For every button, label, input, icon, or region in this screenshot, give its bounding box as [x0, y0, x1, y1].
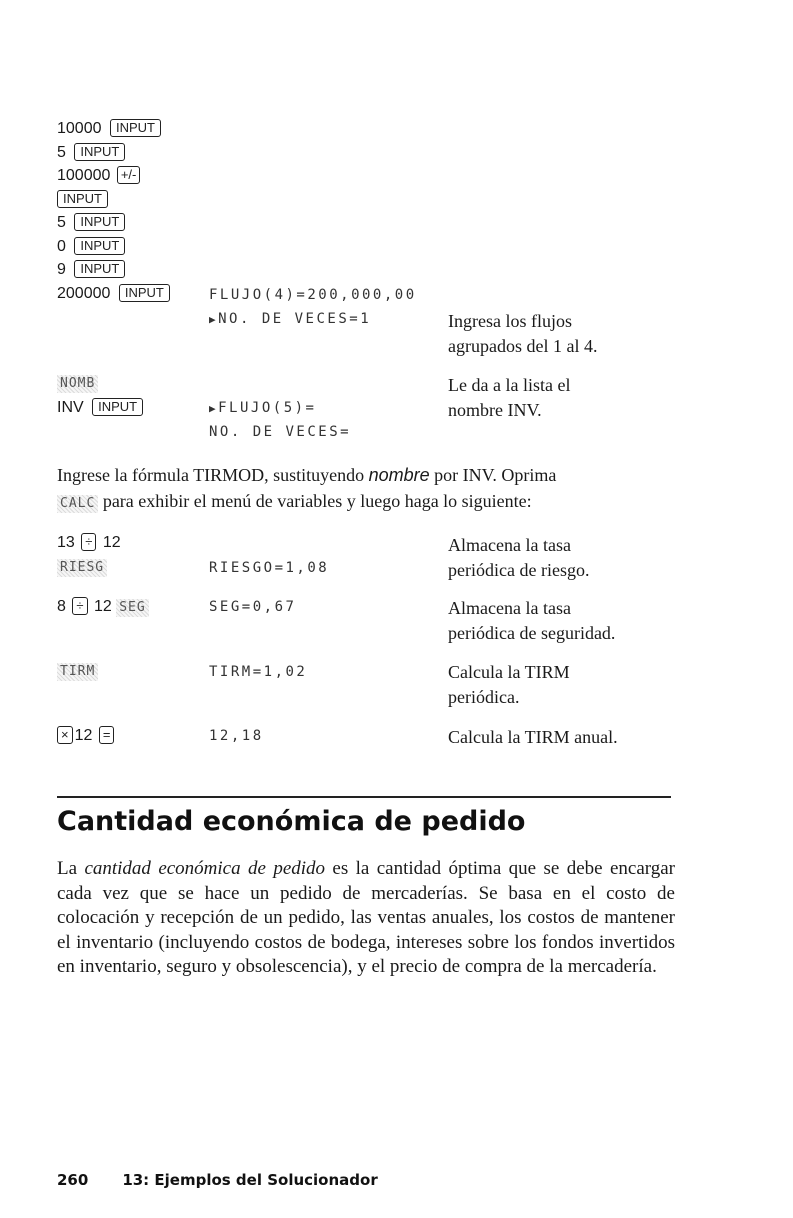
instruction-text: para exhibir el menú de variables y luego haga lo siguiente: [98, 491, 532, 511]
entry-value: 9 [57, 261, 66, 278]
note-line: periódica de riesgo. [448, 560, 590, 580]
tirm-softkey: TIRM [57, 663, 98, 681]
nomb-softkey: NOMB [57, 375, 98, 393]
divide-key: ÷ [81, 533, 96, 551]
keystroke-line [57, 282, 170, 306]
equals-key: = [99, 726, 115, 744]
display-line: RIESGO=1,08 [209, 560, 330, 576]
nomb-softkey-row [57, 374, 98, 393]
note-line: Almacena la tasa [448, 535, 571, 555]
entry-value: 10000 [57, 120, 102, 137]
input-key: INPUT [74, 260, 125, 278]
input-key: INPUT [74, 213, 125, 231]
keystroke-line [57, 597, 149, 617]
display-line: SEG=0,67 [209, 599, 297, 615]
keystroke-line [57, 533, 121, 552]
paragraph-term: cantidad económica de pedido [84, 858, 326, 879]
instruction-emphasis: nombre [368, 465, 430, 485]
page-number: 260 [57, 1171, 89, 1189]
display-line: TIRM=1,02 [209, 664, 308, 680]
entry-value: 100000 [57, 167, 111, 184]
keystroke-line [57, 398, 143, 417]
display-line [209, 311, 371, 327]
keystroke-line [57, 188, 170, 212]
display-text: FLUJO(5)= [218, 400, 317, 416]
note-line: nombre INV. [448, 400, 542, 420]
entry-value: 5 [57, 214, 66, 231]
calc-softkey: CALC [57, 495, 98, 513]
keystroke-line [57, 164, 170, 188]
cursor-arrow-icon: ▶ [209, 402, 219, 415]
input-key: INPUT [57, 190, 108, 208]
display-line: NO. DE VECES= [209, 424, 352, 440]
entry-value: 12 [93, 598, 112, 615]
riesg-softkey: RIESG [57, 559, 107, 577]
entry-value: 200000 [57, 284, 111, 302]
cursor-arrow-icon: ▶ [209, 313, 219, 326]
paragraph-text: es la cantidad óptima que se debe encargar cada vez que se hace un pedido de mercaderías. Se basa en el costo de colocación y recepción de un pedido, las ventas anuales, los costos de mantener el inventario (incluyendo costos de bodega, intereses sobre los fondos invertidos en inventario, seguro y obsolescencia), y el precio de compra de la mercadería. [57, 858, 675, 977]
input-key: INPUT [74, 143, 125, 161]
section-paragraph [57, 857, 675, 980]
entry-value: 13 [57, 534, 75, 551]
instruction-line [57, 463, 677, 488]
change-sign-key: +/- [117, 166, 141, 184]
note-line: agrupados del 1 al 4. [448, 336, 598, 356]
entry-value: 12 [74, 727, 93, 744]
instruction-line [57, 489, 677, 514]
input-key: INPUT [110, 119, 161, 137]
note-line: periódica. [448, 687, 520, 707]
entry-value: 12 [102, 534, 121, 551]
keystroke-line [57, 117, 170, 141]
multiply-key: × [57, 726, 73, 744]
note-line: Almacena la tasa [448, 598, 571, 618]
seg-softkey: SEG [116, 599, 148, 617]
entry-value: 0 [57, 237, 66, 255]
input-key: INPUT [92, 398, 143, 416]
note-line: Calcula la TIRM anual. [448, 727, 618, 747]
divide-key: ÷ [72, 597, 87, 615]
paragraph-text: La [57, 858, 85, 879]
section-divider [57, 796, 671, 798]
input-key: INPUT [119, 284, 170, 302]
input-key: INPUT [74, 237, 125, 255]
keystroke-column [57, 117, 170, 305]
note-line: Le da a la lista el [448, 375, 571, 395]
section-heading: Cantidad económica de pedido [57, 806, 526, 837]
display-line [209, 400, 316, 416]
keystroke-line [57, 211, 170, 235]
display-line: 12,18 [209, 728, 264, 744]
instruction-text: Ingrese la fórmula TIRMOD, sustituyendo [57, 465, 369, 485]
entry-value: 5 [57, 143, 66, 161]
riesg-softkey-row [57, 558, 107, 577]
keystroke-line [57, 141, 170, 165]
keystroke-line [57, 258, 170, 282]
note-line: periódica de seguridad. [448, 623, 616, 643]
entry-value: INV [57, 399, 84, 416]
note-line: Ingresa los flujos [448, 311, 572, 331]
instruction-text: por INV. Oprima [429, 465, 557, 485]
keystroke-line [57, 235, 170, 259]
tirm-softkey-row [57, 662, 98, 681]
chapter-title: 13: Ejemplos del Solucionador [122, 1171, 378, 1189]
entry-value: 8 [57, 598, 66, 615]
keystroke-line [57, 726, 116, 745]
display-text: NO. DE VECES=1 [218, 311, 372, 327]
page-footer [57, 1171, 378, 1189]
note-line: Calcula la TIRM [448, 662, 570, 682]
display-line: FLUJO(4)=200,000,00 [209, 287, 417, 303]
